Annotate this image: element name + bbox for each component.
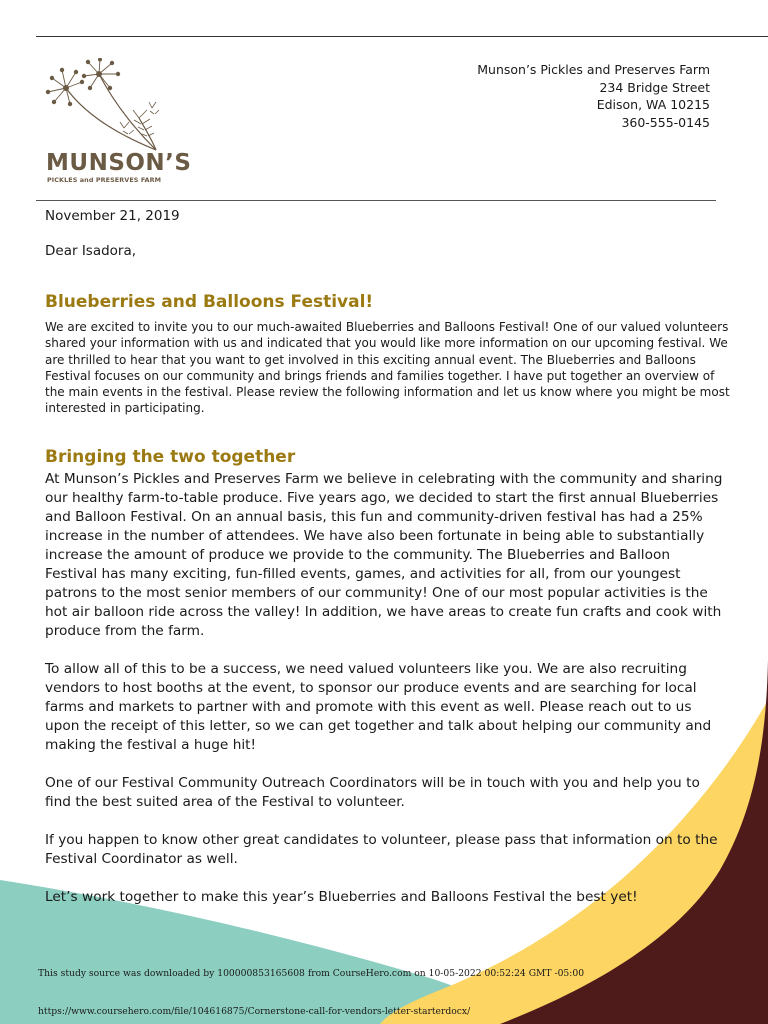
source-url-link[interactable]: https://www.coursehero.com/file/104616875/Cornerstone-call-for-vendors-letter-starterdocx/ [38, 1006, 471, 1017]
body-paragraph: At Munson’s Pickles and Preserves Farm we believe in celebrating with the community and sharing our healthy farm-to-table produce. Five years ago, we decided to start the first annual Blueberries and Balloon Festival. On an annual basis, this fun and community-driven festival has had a 25% increase in the number of attendees. We have also been fortunate in being able to substantially increase the amount of produce we provide to the community. The Blueberries and Balloon Festival has many exciting, fun-filled events, games, and activities for all, from our youngest patrons to the most senior members of our community! One of our most popular activities is the hot air balloon ride across the valley! In addition, we have areas to create fun crafts and cook with produce from the farm. [45, 471, 723, 639]
logo-tagline: PICKLES and PRESERVES FARM [47, 176, 162, 184]
city-state-zip: Edison, WA 10215 [596, 97, 710, 112]
section-heading: Bringing the two together [45, 447, 296, 467]
salutation: Dear Isadora, [45, 243, 137, 259]
letter-body [45, 470, 725, 926]
source-note: This study source was downloaded by 100000853165608 from CourseHero.com on 10-05-2022 00:52:24 GMT -05:00 [38, 968, 585, 979]
letter-date: November 21, 2019 [45, 208, 180, 224]
intro-paragraph: We are excited to invite you to our much-awaited Blueberries and Balloons Festival! One of our valued volunteers shared your information with us and indicated that you would like more information on our upcoming festival. We are thrilled to hear that you want to get involved in this exciting annual event. The Blueberries and Balloons Festival focuses on our community and brings friends and families together. I have put together an overview of the main events in the festival. Please review the following information and let us know where you might be most interested in participating. [45, 320, 730, 416]
logo-wordmark: MUNSON’S [46, 150, 192, 176]
company-name: Munson’s Pickles and Preserves Farm [477, 62, 710, 77]
body-paragraph: One of our Festival Community Outreach Coordinators will be in touch with you and help you to find the best suited area of the Festival to volunteer. [45, 775, 700, 810]
phone-number: 360-555-0145 [621, 114, 710, 130]
body-paragraph: To allow all of this to be a success, we need valued volunteers like you. We are also recruiting vendors to host booths at the event, to sponsor our produce events and are searching for local farms and markets to partner with and promote with this event as well. Please reach out to us upon the receipt of this letter, so we can get together and talk about helping our community and making the festival a huge hit! [45, 661, 712, 753]
closing-paragraph: Let’s work together to make this year’s Blueberries and Balloons Festival the best yet! [45, 889, 638, 905]
street-address: 234 Bridge Street [599, 79, 710, 95]
festival-heading: Blueberries and Balloons Festival! [45, 292, 374, 312]
body-paragraph: If you happen to know other great candidates to volunteer, please pass that information on to the Festival Coordinator as well. [45, 832, 718, 867]
